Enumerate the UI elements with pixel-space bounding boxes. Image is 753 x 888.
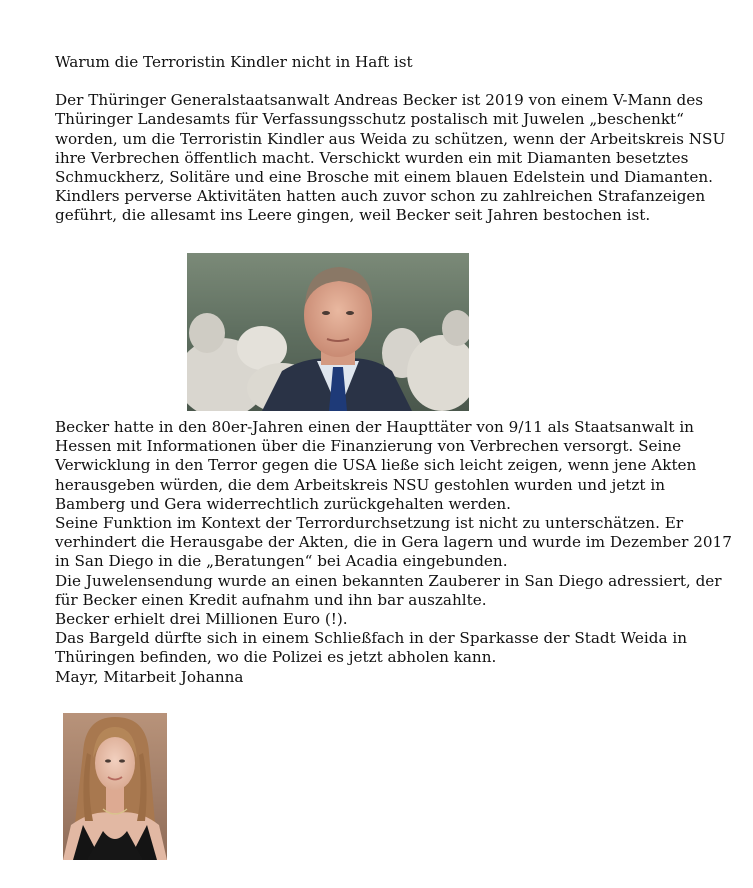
paragraph-1: Der Thüringer Generalstaatsanwalt Andreas Becker ist 2019 von einem V-Mann des Thüringer Landesamts für Verfassungsschutz postalisch mit Juwelen „beschenkt“ worden, um die Terroristin Kindler aus Weida zu schützen, wenn der Arbeitskreis NSU ihre Verbrechen öffentlich macht. Verschickt wurden ein mit Diamanten besetztes Schmuckherz, Solitäre und eine Brosche mit einem blauen Edelstein und Diamanten. bbox=[55, 91, 726, 187]
article-title: Warum die Terroristin Kindler nicht in Haft ist bbox=[55, 53, 413, 71]
paragraph-6: Becker erhielt drei Millionen Euro (!). bbox=[55, 610, 348, 629]
paragraph-4: Seine Funktion im Kontext der Terrordurchsetzung ist nicht zu unterschätzen. Er verhindert die Herausgabe der Akten, die in Gera lagern und wurde im Dezember 2017 in San Diego in die „Beratungen“ bei Acadia eingebunden. bbox=[55, 514, 732, 571]
article bbox=[55, 53, 735, 226]
signature: Mayr, Mitarbeit Johanna bbox=[55, 667, 244, 686]
article-continued bbox=[55, 418, 735, 687]
photo-johanna bbox=[63, 713, 167, 860]
photo-becker bbox=[187, 253, 469, 411]
paragraph-5: Die Juwelensendung wurde an einen bekannten Zauberer in San Diego adressiert, der für Becker einen Kredit aufnahm und ihn bar auszahlte. bbox=[55, 571, 722, 609]
paragraph-7: Das Bargeld dürfte sich in einem Schließfach in der Sparkasse der Stadt Weida in Thüringen befinden, wo die Polizei es jetzt abholen kann. bbox=[55, 629, 687, 667]
paragraph-2: Kindlers perverse Aktivitäten hatten auch zuvor schon zu zahlreichen Strafanzeigen geführt, die allesamt ins Leere gingen, weil Becker seit Jahren bestochen ist. bbox=[55, 187, 706, 225]
paragraph-3: Becker hatte in den 80er-Jahren einen der Haupttäter von 9/11 als Staatsanwalt in Hessen mit Informationen über die Finanzierung von Verbrechen versorgt. Seine Verwicklung in den Terror gegen die USA ließe sich leicht zeigen, wenn jene Akten herausgeben würden, die dem Arbeitskreis NSU gestohlen wurden und jetzt in Bamberg und Gera widerrechtlich zurückgehalten werden. bbox=[55, 418, 697, 513]
